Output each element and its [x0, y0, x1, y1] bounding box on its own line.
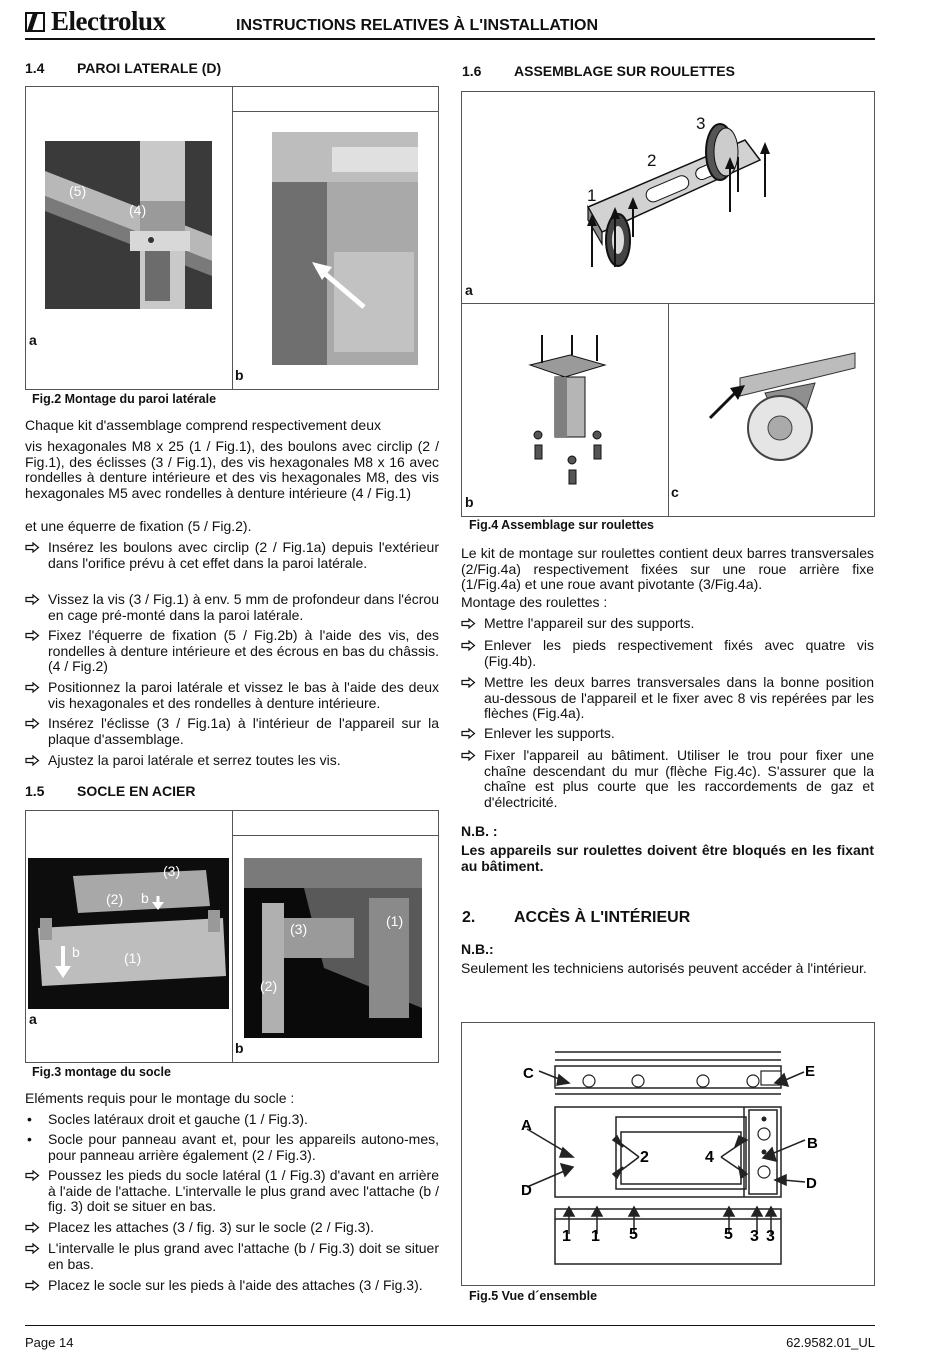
p16-step-2: Enlever les pieds respectivement fixés avec quatre vis (Fig.4b).	[461, 638, 874, 669]
fig3-label-b: b	[235, 1040, 244, 1056]
p16-nb-label: N.B. :	[461, 823, 498, 839]
fig5-label-d-left: D	[521, 1182, 532, 1199]
fig2b-photo	[272, 132, 418, 365]
p15-dot-2: • Socle pour panneau avant et, pour les appareils autono-mes, pour panneau arrière également (2 / Fig.3).	[27, 1131, 439, 1163]
fig3-header-cell	[232, 810, 439, 836]
fig3b-mark-2: (2)	[260, 978, 278, 994]
fig5-bottom-3a: 3	[750, 1228, 759, 1245]
fig4-label-c: c	[671, 484, 679, 500]
footer-rule	[25, 1325, 875, 1326]
fig4-label-a: a	[465, 282, 473, 298]
brand-name: Electrolux	[51, 6, 166, 36]
fig4-num-1: 1	[587, 186, 597, 205]
fig3-mark-1: (1)	[124, 950, 142, 966]
fig4-num-3: 3	[696, 114, 706, 133]
electrolux-logo-icon	[25, 12, 45, 32]
fig2-caption: Fig.2 Montage du paroi latérale	[32, 392, 217, 406]
p14-step-5: Insérez l'éclisse (3 / Fig.1a) à l'intérieur de l'appareil sur la plaque d'assemblage.	[25, 716, 439, 747]
p14-step-4: Positionnez la paroi latérale et vissez le bas à l'aide des deux vis hexagonales et des rondelles à denture intérieure.	[25, 680, 439, 711]
fig3b-photo	[244, 858, 422, 1038]
fig3b-mark-1: (1)	[386, 913, 404, 929]
p14-intro-1: Chaque kit d'assemblage comprend respectivement deux	[25, 417, 381, 433]
section-2-text: Seulement les techniciens autorisés peuvent accéder à l'intérieur.	[461, 960, 867, 976]
header-rule	[25, 38, 875, 40]
p15-dot-1: • Socles latéraux droit et gauche (1 / Fig.3).	[27, 1111, 308, 1127]
section-1-6-heading: 1.6 ASSEMBLAGE SUR ROULETTES	[462, 63, 735, 79]
p16-step-3: Mettre les deux barres transversales dans la bonne position au-dessous de l'appareil et le fixer avec 8 vis repérées par les flèches (Fig.4a).	[461, 675, 874, 722]
fig3-mark-2: (2)	[106, 891, 124, 907]
fig5-label-c: C	[523, 1065, 534, 1082]
fig5-label-e: E	[805, 1063, 816, 1080]
fig2-divider	[232, 112, 233, 390]
section-2-nb-label: N.B.:	[461, 941, 494, 957]
fig5-label-4: 4	[705, 1149, 714, 1166]
fig4c-drawing	[705, 348, 857, 473]
p16-nb-text: Les appareils sur roulettes doivent être bloqués en les fixant au bâtiment.	[461, 842, 874, 874]
fig3-mark-3: (3)	[163, 863, 181, 879]
p16-step-5: Fixer l'appareil au bâtiment. Utiliser le trou pour fixer une chaîne descendant du mur (flèche Fig.4c). S'assurer que la chaîne est plus courte que les raccordements de gaz et d'électricité.	[461, 748, 874, 810]
fig5-bottom-1a: 1	[562, 1228, 571, 1245]
footer-document-ref: 62.9582.01_UL	[786, 1335, 875, 1350]
fig3-divider	[232, 836, 233, 1063]
fig3a-photo	[28, 858, 229, 1009]
fig4b-drawing	[525, 335, 610, 490]
fig3-label-a: a	[29, 1011, 37, 1027]
fig4a-drawing	[570, 112, 790, 277]
fig5-bottom-5a: 5	[629, 1226, 638, 1243]
p14-step-3: Fixez l'équerre de fixation (5 / Fig.2b) à l'aide des vis, des rondelles à denture intérieure et des écrous en bas du châssis. (4 / Fig.2)	[25, 628, 439, 675]
fig4-label-b: b	[465, 494, 474, 510]
p16-step-1: Mettre l'appareil sur des supports.	[461, 616, 874, 632]
fig2-header-cell	[232, 86, 439, 112]
p14-intro-2: vis hexagonales M8 x 25 (1 / Fig.1), des boulons avec circlip (2 / Fig.1), des éclisses (3 / Fig.1), des vis hexagonales M8 x 16 avec rondelles à denture intérieure et des vis hexagonales M8, des vis hexagonales M5 avec rondelles à denture intérieure (4 / Fig.1)	[25, 438, 439, 501]
fig5-bottom-3b: 3	[766, 1228, 775, 1245]
p16-intro: Le kit de montage sur roulettes contient deux barres transversales (2/Fig.4a) respectivement fixées sur une roue arrière fixe (1/Fig.4a) et une roue avant pivotante (3/Fig.4a).	[461, 545, 874, 592]
fig5-label-2: 2	[640, 1149, 649, 1166]
fig3b-mark-3: (3)	[290, 921, 308, 937]
p16-step-4: Enlever les supports.	[461, 726, 874, 742]
p14-step-2: Vissez la vis (3 / Fig.1) à env. 5 mm de profondeur dans l'écrou en cage pré-monté dans la paroi latérale.	[25, 592, 439, 623]
fig2a-photo	[45, 141, 212, 309]
page-title: INSTRUCTIONS RELATIVES À L'INSTALLATION	[236, 17, 599, 34]
fig2-label-a: a	[29, 332, 37, 348]
fig5-label-b: B	[807, 1135, 818, 1152]
p15-step-2: Placez les attaches (3 / fig. 3) sur le socle (2 / Fig.3).	[25, 1220, 439, 1236]
fig2-mark-5: (5)	[69, 183, 87, 199]
fig2-mark-4: (4)	[129, 202, 147, 218]
fig2-label-b: b	[235, 367, 244, 383]
p15-intro: Eléments requis pour le montage du socle :	[25, 1090, 295, 1106]
fig5-label-d-right: D	[806, 1175, 817, 1192]
fig3-caption: Fig.3 montage du socle	[32, 1065, 171, 1079]
fig5-drawing	[461, 1022, 875, 1286]
fig3-mark-b-top: b	[141, 890, 149, 906]
p16-subheading: Montage des roulettes :	[461, 594, 608, 610]
brand-logo	[25, 6, 165, 37]
fig5-label-a: A	[521, 1117, 532, 1134]
p14-step-1: Insérez les boulons avec circlip (2 / Fig.1a) depuis l'extérieur dans l'orifice prévu à cet effet dans la paroi latérale.	[25, 540, 439, 571]
section-1-4-heading: 1.4 PAROI LATERALE (D)	[25, 60, 222, 76]
p15-step-1: Poussez les pieds du socle latéral (1 / Fig.3) d'avant en arrière à l'aide de l'attache. L'intervalle le plus grand avec l'attache (b / fig. 3) doit se situer en bas.	[25, 1168, 439, 1215]
p15-step-4: Placez le socle sur les pieds à l'aide des attaches (3 / Fig.3).	[25, 1278, 439, 1294]
section-2-heading: 2. ACCÈS À L'INTÉRIEUR	[462, 909, 691, 926]
p14-intro-3: et une équerre de fixation (5 / Fig.2).	[25, 518, 252, 534]
fig3-mark-b-bottom: b	[72, 944, 80, 960]
fig5-caption: Fig.5 Vue d´ensemble	[469, 1289, 598, 1303]
section-1-5-heading: 1.5 SOCLE EN ACIER	[25, 783, 196, 799]
p14-step-6: Ajustez la paroi latérale et serrez toutes les vis.	[25, 753, 439, 769]
fig4-caption: Fig.4 Assemblage sur roulettes	[469, 518, 655, 532]
p15-step-3: L'intervalle le plus grand avec l'attache (b / Fig.3) doit se situer en bas.	[25, 1241, 439, 1272]
fig4-num-2: 2	[647, 151, 657, 170]
fig5-bottom-5b: 5	[724, 1226, 733, 1243]
fig5-bottom-1b: 1	[591, 1228, 600, 1245]
fig4-v-divider	[668, 303, 669, 517]
footer-page-number: Page 14	[25, 1335, 74, 1350]
